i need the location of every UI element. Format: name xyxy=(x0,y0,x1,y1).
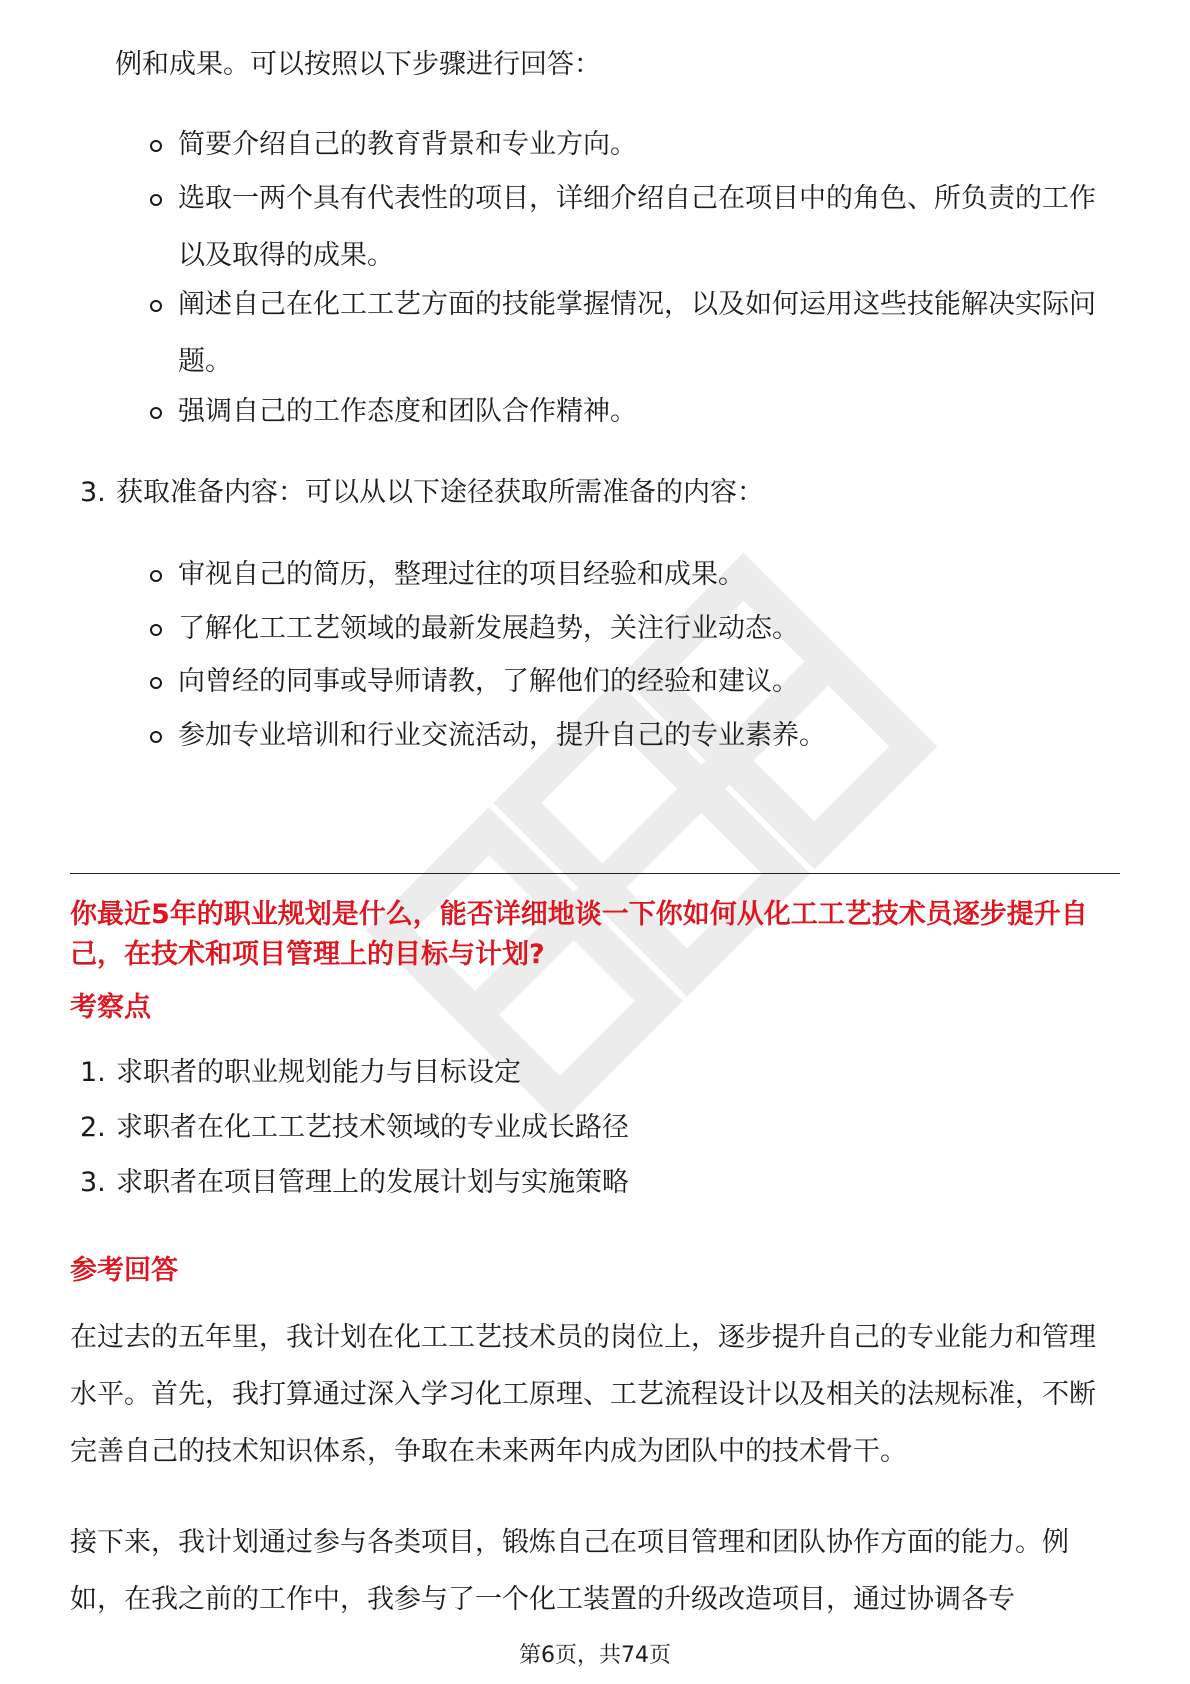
numbered-item-3: 3. 获取准备内容：可以从以下途径获取所需准备的内容： xyxy=(80,477,764,508)
section-divider xyxy=(70,873,1120,874)
page-footer: 第6页，共74页 xyxy=(519,1643,671,1668)
list-item: 3. 求职者在项目管理上的发展计划与实施策略 xyxy=(80,1167,629,1198)
hollow-bullet-icon xyxy=(150,140,162,152)
answer-paragraph: 接下来，我计划通过参与各类项目，锻炼自己在项目管理和团队协作方面的能力。例如，在我之前的工作中，我参与了一个化工装置的升级改造项目，通过协调各专 xyxy=(70,1527,1069,1615)
focus-heading: 考察点 xyxy=(70,992,151,1023)
answer-heading: 参考回答 xyxy=(70,1255,178,1286)
hollow-bullet-icon xyxy=(150,194,162,206)
hollow-bullet-icon xyxy=(150,677,162,689)
answer-paragraph: 在过去的五年里，我计划在化工工艺技术员的岗位上，逐步提升自己的专业能力和管理水平。首先，我打算通过深入学习化工原理、工艺流程设计以及相关的法规标准，不断完善自己的技术知识体系，争取在未来两年内成为团队中的技术骨干。 xyxy=(70,1322,1096,1467)
hollow-bullet-icon xyxy=(150,731,162,743)
hollow-bullet-icon xyxy=(150,300,162,312)
hollow-bullet-icon xyxy=(150,624,162,636)
interview-question: 你最近5年的职业规划是什么，能否详细地谈一下你如何从化工工艺技术员逐步提升自己，在技术和项目管理上的目标与计划? xyxy=(70,899,1088,970)
hollow-bullet-icon xyxy=(150,407,162,419)
document-page: 例和成果。可以按照以下步骤进行回答： 简要介绍自己的教育背景和专业方向。 选取一两个具有代表性的项目，详细介绍自己在项目中的角色、所负责的工作以及取得的成果。 阐述自己在化工工艺方面的技能掌握情况，以及如何运用这些技能解决实际问题。 强调自己的工作态度和团队合作精神。 3. 获取准备内容：可以从以下途径获取所需准备的内容： 审视自己的简历，整理过往的项目经验和成果。 了解化工工艺领域的最新发展趋势，关注行业动态。 向曾经的同事或导师请教，了解他们的经验和建议。 参加专业培训和行业交流活动，提升自己的专业素养。 你最近5年的职业规划是什么，能否详细地谈一下你如何从化工工艺技术员逐步提升自己，在技术和项目管理上的目标与计划? 考察点 1. 求职者的职业规划能力与目标设定 2. 求职者在化工工艺技术领域的专业成长路径 3. 求职者在项目管理上的发展计划与实施策略 参考回答 在过去的五年里，我计划在化工工艺技术员的岗位上，逐步提升自己的专业能力和管理水平。首先，我打算通过深入学习化工原理、工艺流程设计以及相关的法规标准，不断完善自己的技术知识体系，争取在未来两年内成为团队中的技术骨干。 接下来，我计划通过参与各类项目，锻炼自己在项目管理和团队协作方面的能力。例如，在我之前的工作中，我参与了一个化工装置的升级改造项目，通过协调各专 第6页，共74页 xyxy=(0,0,1190,1684)
list-item: 1. 求职者的职业规划能力与目标设定 xyxy=(80,1057,521,1088)
hollow-bullet-icon xyxy=(150,570,162,582)
intro-tail-text: 例和成果。可以按照以下步骤进行回答： xyxy=(115,49,601,80)
list-item: 2. 求职者在化工工艺技术领域的专业成长路径 xyxy=(80,1112,629,1143)
